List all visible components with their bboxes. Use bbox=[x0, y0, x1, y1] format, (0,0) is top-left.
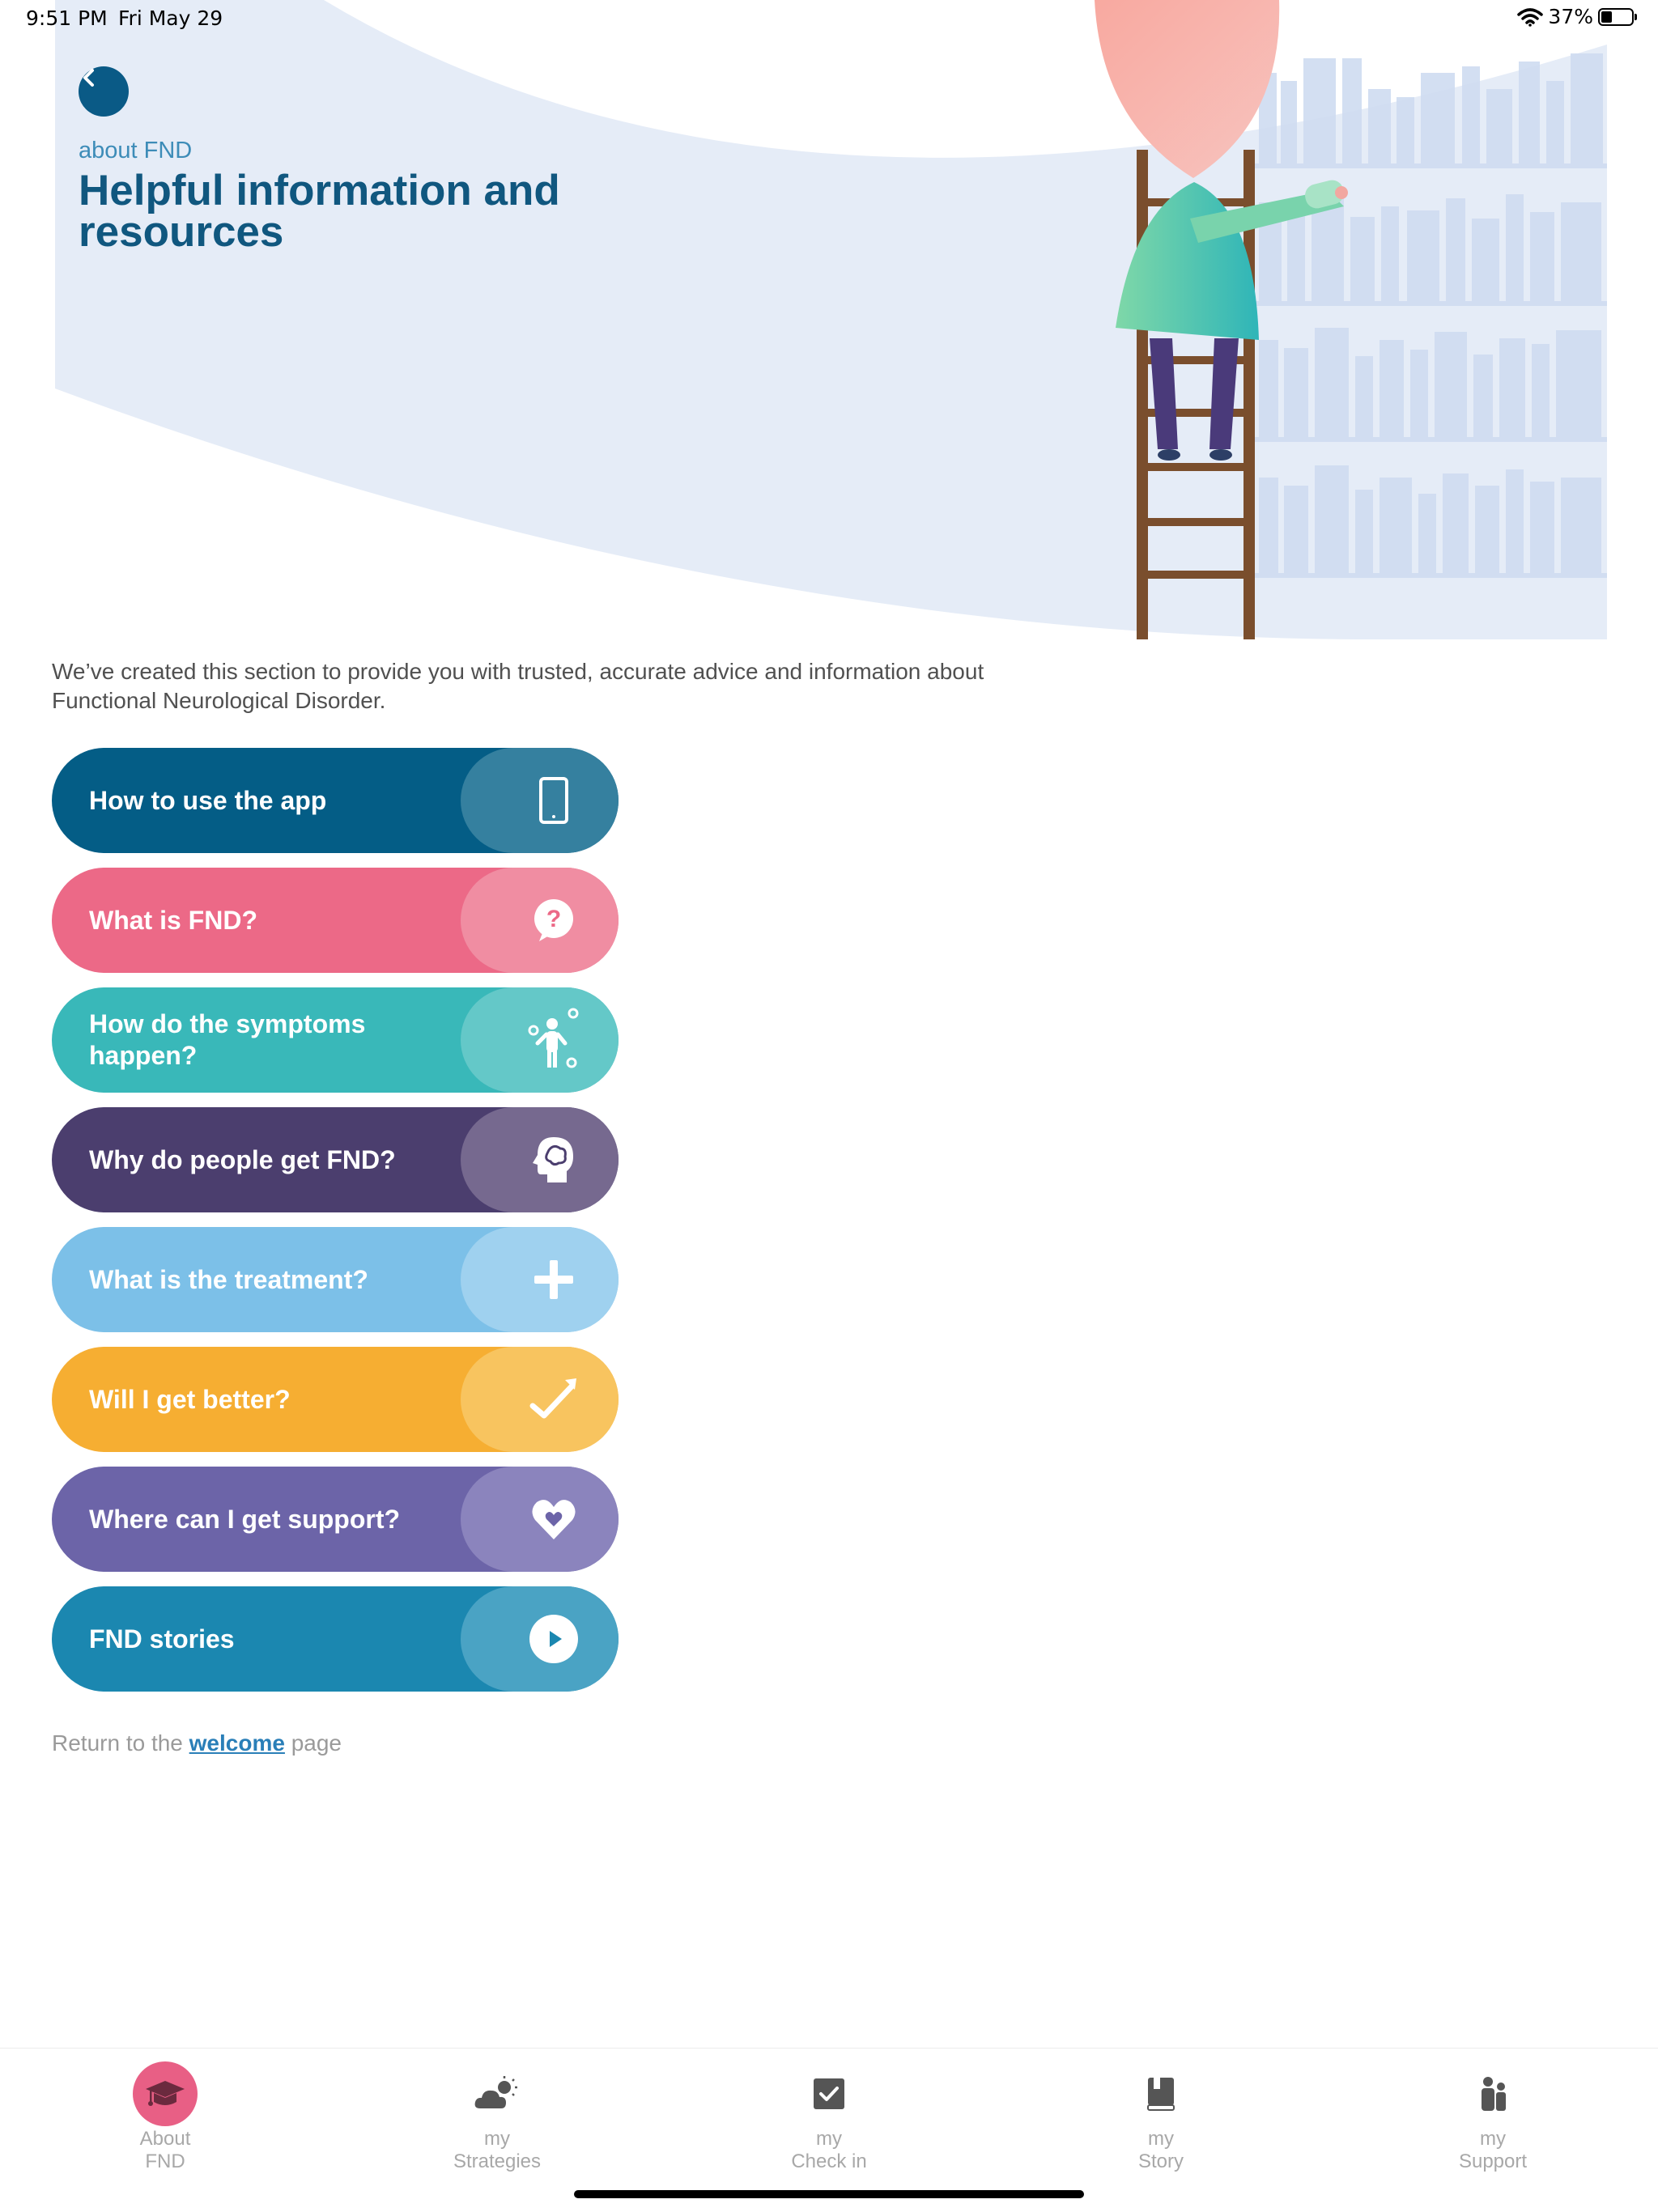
heart-icon bbox=[528, 1493, 580, 1545]
tab-label-line1: my bbox=[1148, 2128, 1174, 2150]
home-indicator bbox=[574, 2190, 1084, 2198]
tab-label-line1: my bbox=[484, 2128, 510, 2150]
tab-bar bbox=[0, 2048, 1658, 2212]
battery-percent: 37% bbox=[1548, 5, 1593, 28]
hero-illustration bbox=[0, 0, 1658, 639]
status-right bbox=[1517, 5, 1634, 28]
question-bubble-icon bbox=[528, 894, 580, 946]
menu-item-label: How to use the app bbox=[89, 785, 327, 815]
menu-item-label: Will I get better? bbox=[89, 1384, 291, 1414]
topic-menu bbox=[52, 748, 619, 1706]
play-icon bbox=[528, 1613, 580, 1665]
menu-item-treatment[interactable] bbox=[52, 1227, 619, 1332]
tab-my-strategies[interactable] bbox=[400, 2049, 594, 2186]
menu-item-label: Where can I get support? bbox=[89, 1504, 401, 1534]
menu-item-label: FND stories bbox=[89, 1624, 235, 1654]
graduation-cap-icon bbox=[133, 2061, 198, 2126]
menu-item-label: Why do people get FND? bbox=[89, 1144, 396, 1174]
tab-label-line1: About bbox=[139, 2128, 191, 2150]
menu-item-why-fnd[interactable] bbox=[52, 1107, 619, 1212]
tab-label-line2: Support bbox=[1458, 2150, 1528, 2172]
tab-label-line2: Strategies bbox=[453, 2150, 542, 2172]
menu-item-what-is-fnd[interactable] bbox=[52, 868, 619, 973]
chevron-left-icon bbox=[79, 66, 101, 89]
menu-item-get-better[interactable] bbox=[52, 1347, 619, 1452]
status-bar bbox=[0, 0, 1658, 39]
phone-icon bbox=[528, 775, 580, 826]
menu-item-symptoms[interactable] bbox=[52, 987, 619, 1093]
tab-my-story[interactable] bbox=[1064, 2049, 1258, 2186]
checkbox-icon bbox=[797, 2061, 861, 2126]
people-icon bbox=[1460, 2061, 1525, 2126]
page-title: Helpful information and resources bbox=[79, 167, 560, 256]
return-text bbox=[52, 1730, 342, 1756]
back-button[interactable] bbox=[79, 66, 129, 117]
return-suffix: page bbox=[284, 1730, 342, 1756]
menu-item-label: What is the treatment? bbox=[89, 1264, 368, 1294]
tab-label-line2: Story bbox=[1137, 2150, 1184, 2172]
tab-label-line1: my bbox=[1480, 2128, 1506, 2150]
wifi-icon bbox=[1517, 7, 1543, 27]
intro-text: We’ve created this section to provide you with trusted, accurate advice and information about Functional Neurological Disorder. bbox=[52, 659, 984, 713]
plus-icon bbox=[528, 1254, 580, 1306]
status-date: Fri May 29 bbox=[118, 6, 223, 30]
tab-my-check-in[interactable] bbox=[732, 2049, 926, 2186]
menu-item-label: How do the symptoms happen? bbox=[89, 1009, 366, 1070]
hero-banner bbox=[0, 0, 1658, 639]
cloud-sun-icon bbox=[465, 2061, 529, 2126]
check-arrow-icon bbox=[528, 1373, 580, 1425]
tab-label-line1: my bbox=[816, 2128, 842, 2150]
head-brain-icon bbox=[528, 1134, 580, 1186]
tab-label-line2: FND bbox=[145, 2150, 185, 2172]
menu-item-label: What is FND? bbox=[89, 905, 257, 935]
welcome-link[interactable]: welcome bbox=[189, 1730, 285, 1756]
tab-about-fnd[interactable] bbox=[68, 2049, 262, 2186]
svg-text:?: ? bbox=[546, 906, 562, 932]
section-eyebrow: about FND bbox=[79, 138, 193, 163]
tab-my-support[interactable] bbox=[1396, 2049, 1590, 2186]
status-time: 9:51 PM bbox=[26, 6, 108, 30]
return-prefix: Return to the bbox=[52, 1730, 189, 1756]
battery-icon bbox=[1598, 8, 1634, 26]
figure-icon bbox=[528, 1014, 580, 1066]
menu-item-support[interactable] bbox=[52, 1467, 619, 1572]
book-icon bbox=[1129, 2061, 1193, 2126]
menu-item-how-to-use[interactable] bbox=[52, 748, 619, 853]
battery-level bbox=[1601, 11, 1612, 23]
menu-item-fnd-stories[interactable] bbox=[52, 1586, 619, 1692]
tab-label-line2: Check in bbox=[791, 2150, 867, 2172]
